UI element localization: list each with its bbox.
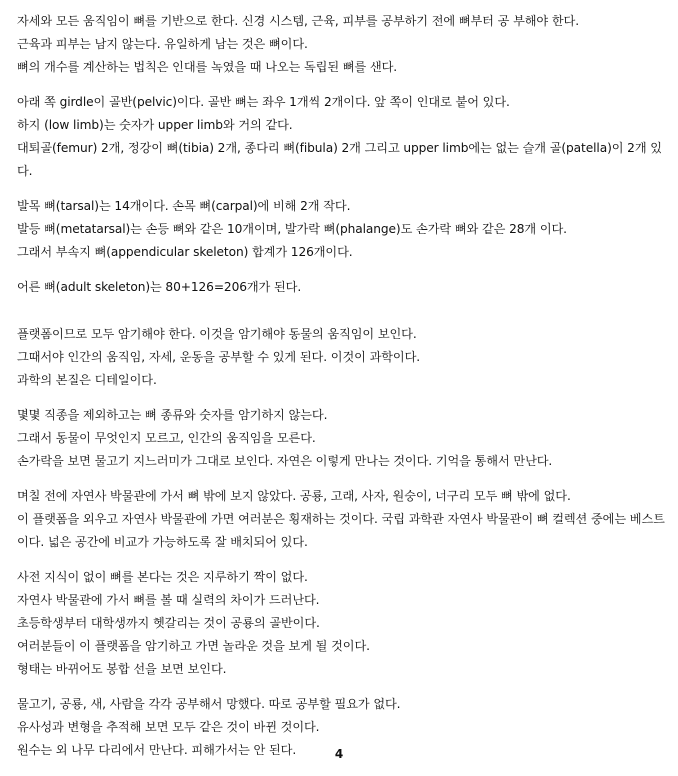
text-line: 어른 뼈(adult skeleton)는 80+126=206개가 된다. xyxy=(17,280,302,294)
text-line: 아래 쪽 girdle이 골반(pelvic)이다. 골반 뼈는 좌우 1개씩 2개이다. 앞 쪽이 인대로 붙어 있다. xyxy=(17,95,510,109)
document-body xyxy=(17,10,665,774)
text-line: 자세와 모든 움직임이 뼈를 기반으로 한다. 신경 시스템, 근육, 피부를 공부하기 전에 뼈부터 공 부해야 한다. xyxy=(17,14,579,28)
paragraph-bone-types xyxy=(17,404,665,473)
paragraph-memorize-platform xyxy=(17,323,665,392)
text-line: 손가락을 보면 물고기 지느러미가 그대로 보인다. 자연은 이렇게 만나는 것이다. 기억을 통해서 만난다. xyxy=(17,454,553,468)
text-line: 여러분들이 이 플랫폼을 암기하고 가면 놀라운 것을 보게 될 것이다. xyxy=(17,639,370,653)
text-line: 원수는 외 나무 다리에서 만난다. 피해가서는 안 된다. xyxy=(17,743,297,757)
text-line: 플랫폼이므로 모두 암기해야 한다. 이것을 암기해야 동물의 움직임이 보인다. xyxy=(17,327,417,341)
text-line: 그래서 동물이 무엇인지 모르고, 인간의 움직임을 모른다. xyxy=(17,431,316,445)
text-line: 과학의 본질은 디테일이다. xyxy=(17,373,157,387)
text-line: 그래서 부속지 뼈(appendicular skeleton) 합계가 126개이다. xyxy=(17,245,353,259)
paragraph-natural-history-museum xyxy=(17,485,665,554)
paragraph-foot-bones xyxy=(17,195,665,264)
page-number: 4 xyxy=(334,747,344,761)
text-line: 뼈의 개수를 계산하는 법칙은 인대를 녹였을 때 나오는 독립된 뼈를 샌다. xyxy=(17,60,398,74)
text-line: 그때서야 인간의 움직임, 자세, 운동을 공부할 수 있게 된다. 이것이 과학이다. xyxy=(17,350,421,364)
text-line: 형태는 바뀌어도 봉합 선을 보면 보인다. xyxy=(17,662,227,676)
text-line: 이 플랫폼을 외우고 자연사 박물관에 가면 여러분은 횡재하는 것이다. 국립 과학관 자연사 박물관이 뼈 컬렉션 중에는 베스트이다. 넓은 공간에 비교가 가능하도록 잘 배치되어 있다. xyxy=(17,512,665,549)
text-line: 자연사 박물관에 가서 뼈를 볼 때 실력의 차이가 드러난다. xyxy=(17,593,320,607)
text-line: 몇몇 직종을 제외하고는 뼈 종류와 숫자를 암기하지 않는다. xyxy=(17,408,328,422)
text-line: 발등 뼈(metatarsal)는 손등 뼈와 같은 10개이며, 발가락 뼈(phalange)도 손가락 뼈와 같은 28개 이다. xyxy=(17,222,567,236)
paragraph-adult-skeleton xyxy=(17,276,665,299)
text-line: 며칠 전에 자연사 박물관에 가서 뼈 밖에 보지 않았다. 공룡, 고래, 사자, 원숭이, 너구리 모두 뼈 밖에 없다. xyxy=(17,489,571,503)
paragraph-skeleton-basis xyxy=(17,10,665,79)
paragraph-pelvic-girdle xyxy=(17,91,665,183)
text-line: 근육과 피부는 남지 않는다. 유일하게 남는 것은 뼈이다. xyxy=(17,37,308,51)
text-line: 하지 (low limb)는 숫자가 upper limb와 거의 같다. xyxy=(17,118,293,132)
text-line: 대퇴골(femur) 2개, 정강이 뼈(tibia) 2개, 종다리 뼈(fibula) 2개 그리고 upper limb에는 없는 슬개 골(patella)이 2개 있다. xyxy=(17,141,662,178)
paragraph-prior-knowledge xyxy=(17,566,665,681)
text-line: 초등학생부터 대학생까지 헷갈리는 것이 공룡의 골반이다. xyxy=(17,616,320,630)
text-line: 사전 지식이 없이 뼈를 본다는 것은 지루하기 짝이 없다. xyxy=(17,570,308,584)
text-line: 유사성과 변형을 추적해 보면 모두 같은 것이 바뀐 것이다. xyxy=(17,720,320,734)
text-line: 발목 뼈(tarsal)는 14개이다. 손목 뼈(carpal)에 비해 2개 작다. xyxy=(17,199,351,213)
text-line: 물고기, 공룡, 새, 사람을 각각 공부해서 망했다. 따로 공부할 필요가 없다. xyxy=(17,697,401,711)
